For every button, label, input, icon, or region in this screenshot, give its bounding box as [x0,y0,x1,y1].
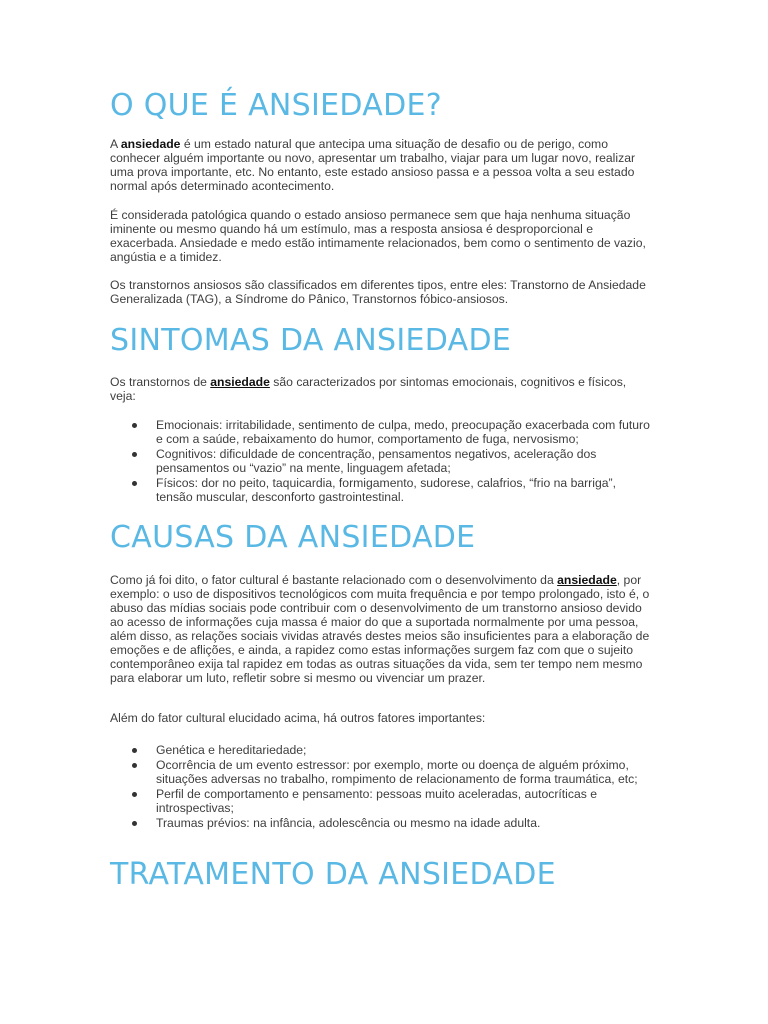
paragraph-outros-fatores: Além do fator cultural elucidado acima, há outros fatores importantes: [110,711,486,725]
sintomas-list [110,418,655,505]
section-heading-causas: CAUSAS DA ANSIEDADE [110,520,476,555]
paragraph-tipos: Os transtornos ansiosos são classificados em diferentes tipos, entre eles: Transtorno de Ansiedade Generalizada (TAG), a Síndrome do Pânico, Transtornos fóbico-ansiosos. [110,278,646,306]
list-item: Traumas prévios: na infância, adolescência ou mesmo na idade adulta. [110,816,655,830]
bullet-icon [132,481,137,486]
bullet-icon [132,423,137,428]
keyword-ansiedade: ansiedade [120,137,181,151]
section-heading-tratamento: TRATAMENTO DA ANSIEDADE [110,857,556,892]
keyword-link-ansiedade[interactable]: ansiedade [557,573,617,587]
list-item: Ocorrência de um evento estressor: por exemplo, morte ou doença de alguém próximo, situações adversas no trabalho, rompimento de relacionamento de forma traumática, etc; [110,758,655,786]
bullet-icon [132,763,137,768]
list-item: Emocionais: irritabilidade, sentimento de culpa, medo, preocupação exacerbada com futuro e com a saúde, rebaixamento do humor, comportamento de fuga, nervosismo; [110,418,655,446]
list-item: Genética e hereditariedade; [110,743,655,757]
keyword-link-ansiedade[interactable]: ansiedade [210,375,270,389]
list-item: Cognitivos: dificuldade de concentração, pensamentos negativos, aceleração dos pensamentos ou “vazio” na mente, linguagem afetada; [110,447,655,475]
bullet-icon [132,821,137,826]
bullet-icon [132,748,137,753]
paragraph-fator-cultural: Como já foi dito, o fator cultural é bastante relacionado com o desenvolvimento da ansiedade, por exemplo: o uso de dispositivos tecnológicos com muita frequência e por tempo prolongado, isto é, o abuso das mídias sociais pode contribuir com o desenvolvimento de um transtorno ansioso devido ao acesso de informações cuja massa é maior do que a suportada normalmente por uma pessoa, além disso, as relações sociais vividas através destes meios são insuficientes para a elaboração de emoções e de aflições, e ainda, a rapidez como estas informações surgem faz com que o sujeito contemporâneo exija tal rapidez em todas as outras situações da vida, sem ter tempo nem mesmo para elaborar um luto, refletir sobre si mesmo ou vivenciar um prazer. [110,573,650,685]
paragraph-patologica: É considerada patológica quando o estado ansioso permanece sem que haja nenhuma situação iminente ou mesmo quando há um estímulo, mas a resposta ansiosa é desproporcional e exacerbada. Ansiedade e medo estão intimamente relacionados, bem como o sentimento de vazio, angústia e a timidez. [110,208,646,264]
causas-list [110,743,655,831]
bullet-icon [132,452,137,457]
list-item: Físicos: dor no peito, taquicardia, formigamento, sudorese, calafrios, “frio na barriga”, tensão muscular, desconforto gastrointestinal. [110,476,655,504]
list-item: Perfil de comportamento e pensamento: pessoas muito aceleradas, autocríticas e introspectivas; [110,787,655,815]
section-heading-sintomas: SINTOMAS DA ANSIEDADE [110,323,512,358]
paragraph-definicao: A ansiedade é um estado natural que antecipa uma situação de desafio ou de perigo, como conhecer alguém importante ou novo, apresentar um trabalho, viajar para um lugar novo, realizar uma prova importante, etc. No entanto, este estado ansioso passa e a pessoa volta a seu estado normal após determinado acontecimento. [110,137,636,193]
paragraph-sintomas-intro: Os transtornos de ansiedade são caracterizados por sintomas emocionais, cognitivos e físicos, veja: [110,375,627,403]
section-heading-o-que-e-ansiedade: O QUE É ANSIEDADE? [110,88,442,123]
bullet-icon [132,792,137,797]
